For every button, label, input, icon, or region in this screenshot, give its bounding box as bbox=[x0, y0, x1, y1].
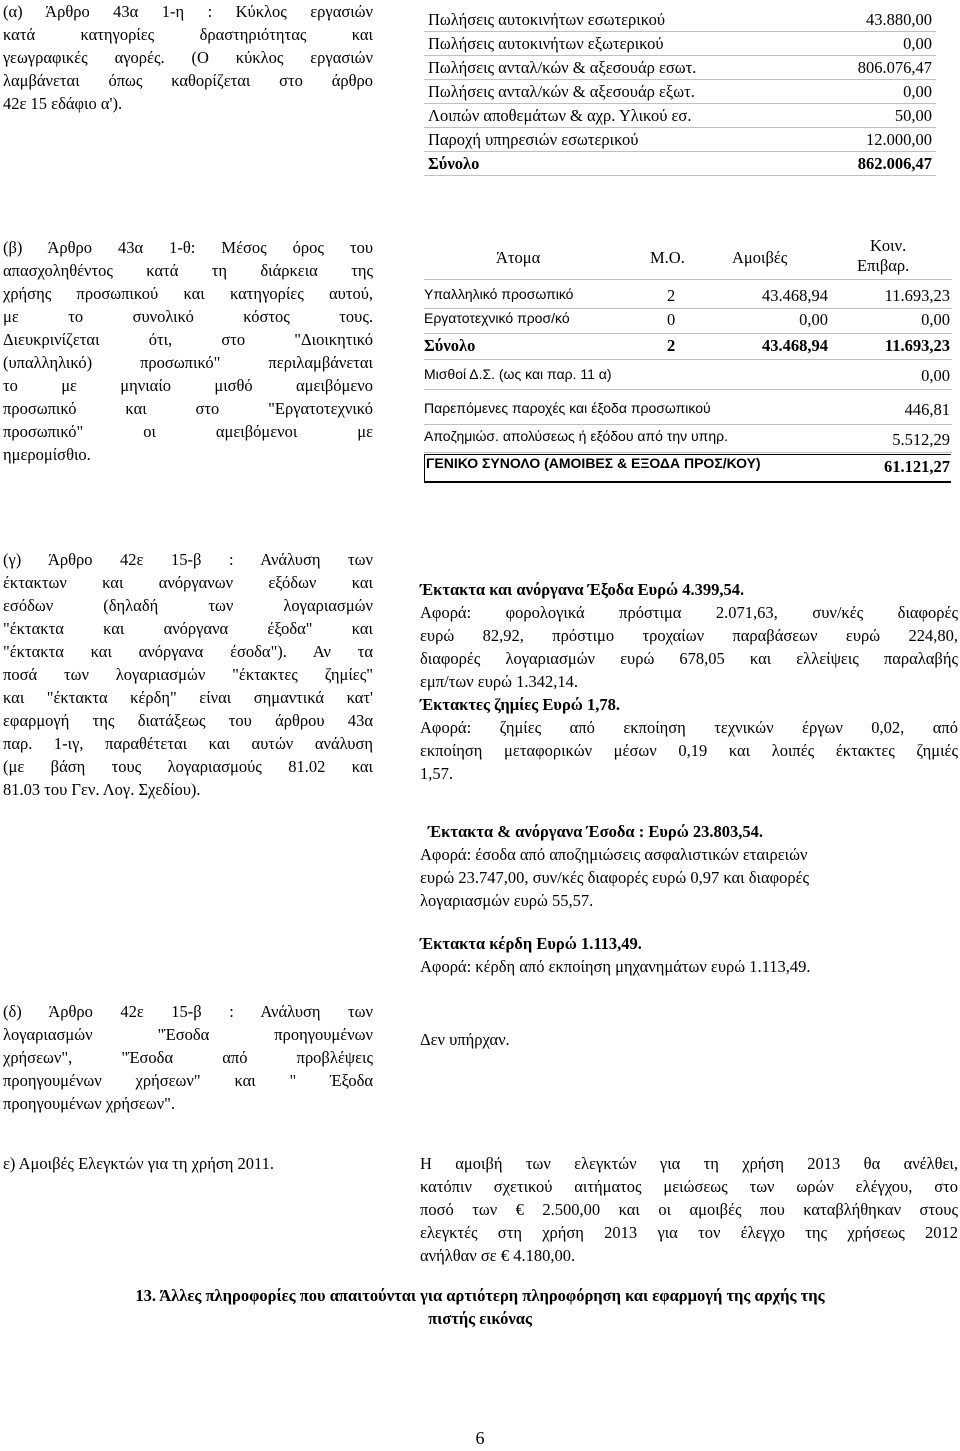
page-number: 6 bbox=[475, 1428, 485, 1448]
severance-label: Αποζημιώσ. απολύσεως ή εξόδου από την υπηρ. bbox=[424, 428, 728, 444]
severance-value: 5.512,29 bbox=[892, 430, 950, 449]
text-line: διαφορές λογαριασμών ευρώ 678,05 και ελλείψεις παραλαβής bbox=[420, 649, 958, 668]
row-label: Πωλήσεις ανταλ/κών & αξεσουάρ εξωτ. bbox=[424, 80, 822, 104]
row-label: Σύνολο bbox=[424, 336, 476, 355]
text-line: "έκτακτα και ανόργανα έξοδα" και bbox=[3, 619, 373, 638]
section-e-text bbox=[420, 1152, 958, 1267]
section-d-answer bbox=[420, 1028, 958, 1051]
table-row bbox=[424, 32, 936, 56]
text-line: προσωπικό και στο "Εργατοτεχνικό bbox=[3, 399, 373, 418]
text-line: (β) Άρθρο 43α 1-θ: Μέσος όρος του bbox=[3, 238, 373, 257]
text-line: κατά κατηγορίες δραστηριότητας και bbox=[3, 25, 373, 44]
header-people: Άτομα bbox=[496, 248, 541, 267]
row-value: 862.006,47 bbox=[822, 152, 936, 176]
text-line: παρ. 1-ιγ, παραθέτεται και αυτών ανάλυση bbox=[3, 734, 373, 753]
row-avg: 2 bbox=[667, 336, 676, 355]
grand-total-value: 61.121,27 bbox=[884, 457, 950, 476]
header-avg: Μ.Ο. bbox=[650, 248, 685, 267]
heading-line: πιστής εικόνας bbox=[428, 1309, 532, 1328]
text-line: χρήσεων", "Έσοδα από προβλέψεις bbox=[3, 1048, 373, 1067]
text-line: λαμβάνεται όπως καθορίζεται στο άρθρο bbox=[3, 71, 373, 90]
text-line: "έκτακτα και ανόργανα έσοδα"). Αν τα bbox=[3, 642, 373, 661]
text-line: το με μηνιαίο μισθό αμειβόμενο bbox=[3, 376, 373, 395]
row-label: Εργατοτεχνικό προσ/κό bbox=[424, 310, 570, 326]
row-divider bbox=[424, 424, 952, 425]
row-value: 0,00 bbox=[822, 80, 936, 104]
table-row bbox=[424, 104, 936, 128]
text-line: Αφορά: κέρδη από εκποίηση μηχανημάτων ευρώ 1.113,49. bbox=[420, 957, 811, 976]
row-label: Υπαλληλικό προσωπικό bbox=[424, 286, 574, 302]
section-e-label bbox=[3, 1152, 403, 1175]
text-line: 42ε 15 εδάφιο α'). bbox=[3, 94, 123, 113]
text-line: ελεγκτές στη χρήση 2013 για τον έλεγχο της χρήσεως 2012 bbox=[420, 1223, 958, 1242]
text-line: απασχοληθέντος κατά τη διάρκεια της bbox=[3, 261, 373, 280]
text-line: (δ) Άρθρο 42ε 15-β : Ανάλυση των bbox=[3, 1002, 373, 1021]
row-contrib: 0,00 bbox=[921, 310, 950, 329]
row-avg: 0 bbox=[667, 310, 676, 329]
income-title: Έκτακτα & ανόργανα Έσοδα : Ευρώ 23.803,54. bbox=[428, 822, 764, 841]
row-value: 43.880,00 bbox=[822, 8, 936, 32]
header-divider bbox=[424, 279, 952, 280]
text-line: Αφορά: ζημίες από εκποίηση τεχνικών έργων 0,02, από bbox=[420, 718, 958, 737]
row-divider bbox=[424, 389, 952, 390]
text-line: λογαριασμών ευρώ 55,57. bbox=[420, 891, 594, 910]
text-line: έκτακτων και ανόργανων εξόδων και bbox=[3, 573, 373, 592]
row-label: Παροχή υπηρεσιών εσωτερικού bbox=[424, 128, 822, 152]
table-row bbox=[424, 56, 936, 80]
row-divider bbox=[424, 452, 952, 453]
text-line: ευρώ 23.747,00, συν/κές διαφορές ευρώ 0,97 και διαφορές bbox=[420, 868, 810, 887]
row-value: 0,00 bbox=[822, 32, 936, 56]
section-c-text bbox=[3, 548, 373, 801]
section-a-text bbox=[3, 0, 373, 115]
text-line: ημερομίσθιο. bbox=[3, 445, 91, 464]
row-divider bbox=[424, 333, 952, 334]
grand-total-label: ΓΕΝΙΚΟ ΣΥΝΟΛΟ (ΑΜΟΙΒΕΣ & ΕΞΟΔΑ ΠΡΟΣ/ΚΟΥ) bbox=[426, 455, 761, 471]
row-value: 50,00 bbox=[822, 104, 936, 128]
table-row bbox=[424, 152, 936, 176]
header-contrib-1: Κοιν. bbox=[870, 236, 907, 255]
gains-title: Έκτακτα κέρδη Ευρώ 1.113,49. bbox=[420, 934, 642, 953]
text-line: Διευκρινίζεται ότι, στο "Διοικητικό bbox=[3, 330, 373, 349]
text-line: 1,57. bbox=[420, 764, 453, 783]
row-label: Πωλήσεις αυτοκινήτων εξωτερικού bbox=[424, 32, 822, 56]
text-line: (α) Άρθρο 43α 1-η : Κύκλος εργασιών bbox=[3, 2, 373, 21]
row-label: Λοιπών αποθεμάτων & αχρ. Υλικού εσ. bbox=[424, 104, 822, 128]
text-line: Αφορά: φορολογικά πρόστιμα 2.071,63, συν/κές διαφορές bbox=[420, 603, 958, 622]
row-pay: 0,00 bbox=[799, 310, 828, 329]
text-line: προσωπικό" οι αμειβόμενοι με bbox=[3, 422, 373, 441]
row-value: 12.000,00 bbox=[822, 128, 936, 152]
text-line: (γ) Άρθρο 42ε 15-β : Ανάλυση των bbox=[3, 550, 373, 569]
text-line: κατόπιν σχετικού αιτήματος μειώσεως των ωρών ελέγχου, στο bbox=[420, 1177, 958, 1196]
losses-title: Έκτακτες ζημίες Ευρώ 1,78. bbox=[420, 695, 620, 714]
row-label: Σύνολο bbox=[424, 152, 822, 176]
text-line: προηγουμένων χρήσεων" και " Έξοδα bbox=[3, 1071, 373, 1090]
text-line: Αφορά: έσοδα από αποζημιώσεις ασφαλιστικών εταιρειών bbox=[420, 845, 808, 864]
text-line: Η αμοιβή των ελεγκτών για τη χρήση 2013 θα ανέλθει, bbox=[420, 1154, 958, 1173]
row-contrib: 11.693,23 bbox=[884, 286, 950, 305]
text-line: γεωγραφικές αγορές. (Ο κύκλος εργασιών bbox=[3, 48, 373, 67]
table-row bbox=[424, 8, 936, 32]
text-line: ανήλθαν σε € 4.180,00. bbox=[420, 1246, 576, 1265]
text-line: εκποίηση μεταφορικών μέσων 0,19 και λοιπές έκτακτες ζημιές bbox=[420, 741, 958, 760]
table-row bbox=[424, 80, 936, 104]
row-pay: 43.468,94 bbox=[762, 336, 828, 355]
text-line: εσόδων (δηλαδή των λογαριασμών bbox=[3, 596, 373, 615]
text-line: 81.03 του Γεν. Λογ. Σχεδίου). bbox=[3, 780, 201, 799]
row-label: Πωλήσεις ανταλ/κών & αξεσουάρ εσωτ. bbox=[424, 56, 822, 80]
text-line: προηγουμένων χρήσεων". bbox=[3, 1094, 176, 1113]
text-line: ε) Αμοιβές Ελεγκτών για τη χρήση 2011. bbox=[3, 1154, 274, 1173]
row-divider bbox=[424, 308, 952, 309]
table-row bbox=[424, 128, 936, 152]
row-label: Πωλήσεις αυτοκινήτων εσωτερικού bbox=[424, 8, 822, 32]
text-line: και "έκτακτα κέρδη" είναι σημαντικά κατ' bbox=[3, 688, 373, 707]
text-line: (με βάση τους λογαριασμούς 81.02 και bbox=[3, 757, 373, 776]
fees-value: 0,00 bbox=[921, 366, 950, 385]
benefits-value: 446,81 bbox=[904, 400, 950, 419]
text-line: εμπ/των ευρώ 1.342,14. bbox=[420, 672, 578, 691]
text-line: χρήσης προσωπικού και κατηγορίες αυτού, bbox=[3, 284, 373, 303]
header-contrib-2: Επιβαρ. bbox=[857, 256, 910, 275]
section-b-text bbox=[3, 236, 373, 466]
text-line: ευρώ 82,92, πρόστιμο τροχαίων παραβάσεων ευρώ 224,80, bbox=[420, 626, 958, 645]
extraordinary-gains bbox=[420, 932, 958, 978]
staff-table bbox=[424, 232, 952, 484]
text-line: ποσό των € 2.500,00 και οι αμοιβές που καταβλήθηκαν στους bbox=[420, 1200, 958, 1219]
text-line: με το συνολικό κόστος τους. bbox=[3, 307, 373, 326]
header-pay: Αμοιβές bbox=[732, 248, 788, 267]
text-line: εφαρμογή της διατάξεως του άρθρου 43α bbox=[3, 711, 373, 730]
sales-table bbox=[424, 8, 936, 176]
extraordinary-income bbox=[420, 820, 958, 912]
text-line: λογαριασμών "Έσοδα προηγουμένων bbox=[3, 1025, 373, 1044]
row-contrib: 11.693,23 bbox=[884, 336, 950, 355]
section-13-heading bbox=[0, 1284, 960, 1330]
row-avg: 2 bbox=[667, 286, 676, 305]
heading-line: 13. Άλλες πληροφορίες που απαιτούνται για αρτιότερη πληροφόρηση και εφαρμογή της αρχής της bbox=[135, 1286, 825, 1305]
row-value: 806.076,47 bbox=[822, 56, 936, 80]
text-line: (υπαλληλικό) προσωπικό" περιλαμβάνεται bbox=[3, 353, 373, 372]
row-divider bbox=[424, 359, 952, 360]
benefits-label: Παρεπόμενες παροχές και έξοδα προσωπικού bbox=[424, 400, 711, 416]
row-pay: 43.468,94 bbox=[762, 286, 828, 305]
text-line: Δεν υπήρχαν. bbox=[420, 1030, 510, 1049]
grand-total-border bbox=[424, 454, 951, 483]
text-line: ποσά των λογαριασμών "έκτακτες ζημίες" bbox=[3, 665, 373, 684]
expenses-title: Έκτακτα και ανόργανα Έξοδα Ευρώ 4.399,54. bbox=[420, 580, 745, 599]
extraordinary-expenses bbox=[420, 578, 958, 785]
fees-label: Μισθοί Δ.Σ. (ως και παρ. 11 α) bbox=[424, 366, 612, 382]
section-d-text bbox=[3, 1000, 373, 1115]
